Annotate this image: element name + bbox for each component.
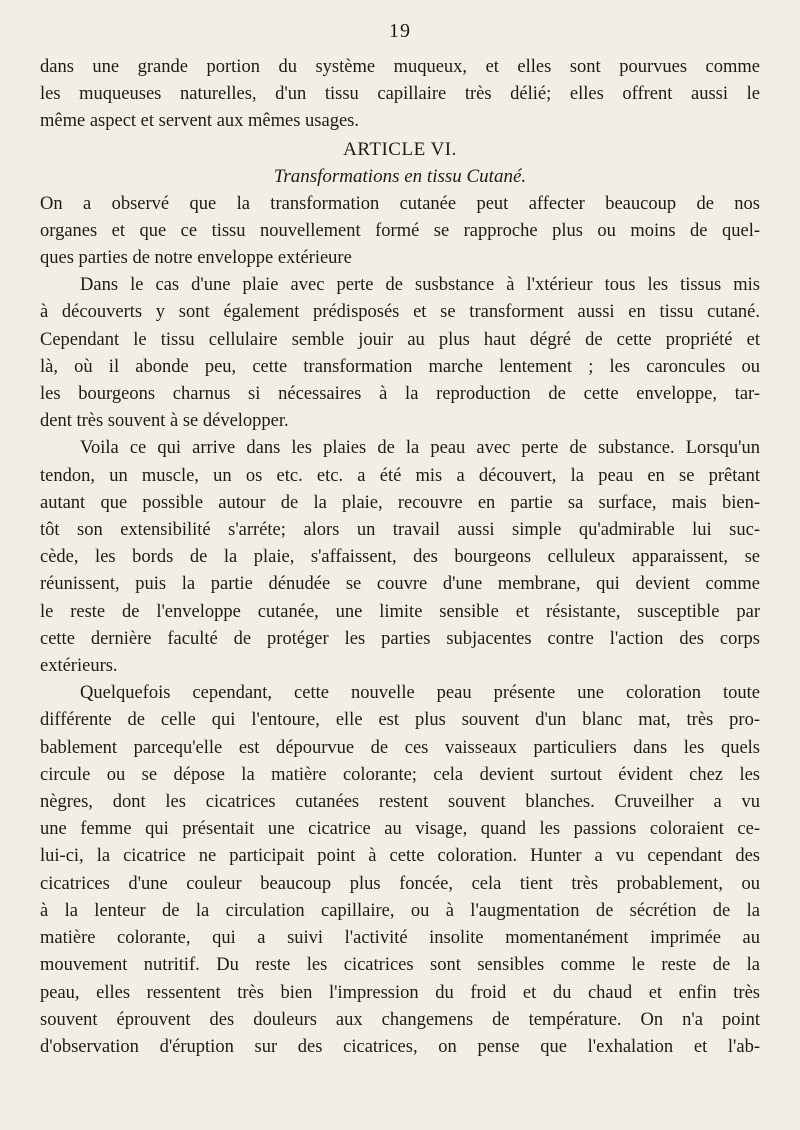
page-number: 19 bbox=[389, 20, 411, 42]
text-line: différente de celle qui l'entoure, elle est plus souvent d'un blanc mat, très pro- bbox=[40, 710, 760, 731]
text-line: dent très souvent à se développer. bbox=[40, 411, 289, 432]
text-body bbox=[40, 54, 760, 1061]
paragraph-1 bbox=[40, 191, 760, 273]
text-line: mouvement nutritif. Du reste les cicatrices sont sensibles comme le reste de la bbox=[40, 955, 760, 976]
text-line: ques parties de notre enveloppe extérieure bbox=[40, 248, 352, 269]
text-line: à la lenteur de la circulation capillaire, ou à l'augmentation de sécrétion de la bbox=[40, 900, 760, 921]
text-line: Quelquefois cependant, cette nouvelle peau présente une coloration toute bbox=[80, 683, 760, 704]
text-line: autant que possible autour de la plaie, recouvre en partie sa surface, mais bien- bbox=[40, 492, 760, 513]
text-line: le reste de l'enveloppe cutanée, une limite sensible et résistante, susceptible par bbox=[40, 601, 760, 622]
text-line: d'observation d'éruption sur des cicatrices, on pense que l'exhalation et l'ab- bbox=[40, 1036, 760, 1057]
text-line: bablement parcequ'elle est dépourvue de ces vaisseaux particuliers dans les quels bbox=[40, 737, 760, 758]
text-line: cette dernière faculté de protéger les parties subjacentes contre l'action des corps bbox=[40, 628, 760, 649]
text-line: circule ou se dépose la matière colorante; cela devient surtout évident chez les bbox=[40, 764, 760, 785]
text-line: à découverts y sont également prédisposés et se transforment aussi en tissu cutané. bbox=[40, 302, 760, 323]
text-line: Voila ce qui arrive dans les plaies de la peau avec perte de substance. Lorsqu'un bbox=[80, 438, 760, 459]
text-line: là, où il abonde peu, cette transformation marche lentement ; les caroncules ou bbox=[40, 356, 760, 377]
text-line: nègres, dont les cicatrices cutanées restent souvent blanches. Cruveilher a vu bbox=[40, 792, 760, 813]
text-line: les muqueuses naturelles, d'un tissu capillaire très délié; elles offrent aussi le bbox=[40, 84, 760, 105]
text-line: extérieurs. bbox=[40, 656, 118, 677]
text-line: cicatrices d'une couleur beaucoup plus foncée, cela tient très probablement, ou bbox=[40, 873, 760, 894]
text-line: Cependant le tissu cellulaire semble jouir au plus haut dégré de cette propriété et bbox=[40, 329, 760, 350]
text-line: dans une grande portion du système muqueux, et elles sont pourvues comme bbox=[40, 57, 760, 77]
text-line: matière colorante, qui a suivi l'activité insolite momentanément imprimée au bbox=[40, 928, 760, 949]
article-heading: ARTICLE VI. bbox=[343, 138, 457, 160]
paragraph-2 bbox=[40, 272, 760, 435]
text-line: peau, elles ressentent très bien l'impression du froid et du chaud et enfin très bbox=[40, 982, 760, 1003]
paragraph-4 bbox=[40, 680, 760, 1061]
paragraph-3 bbox=[40, 435, 760, 680]
text-line: même aspect et servent aux mêmes usages. bbox=[40, 111, 360, 132]
text-line: cède, les bords de la plaie, s'affaissent, des bourgeons celluleux apparaissent, se bbox=[40, 547, 760, 568]
text-line: réunissent, puis la partie dénudée se couvre d'une membrane, qui devient comme bbox=[40, 574, 760, 595]
text-line: souvent éprouvent des douleurs aux changemens de température. On n'a point bbox=[40, 1009, 760, 1030]
text-line: organes et que ce tissu nouvellement formé se rapproche plus ou moins de quel- bbox=[40, 220, 760, 241]
text-line: lui-ci, la cicatrice ne participait point à cette coloration. Hunter a vu cependant des bbox=[40, 846, 760, 867]
text-line: les bourgeons charnus si nécessaires à la reproduction de cette enveloppe, tar- bbox=[40, 384, 760, 405]
text-line: Dans le cas d'une plaie avec perte de susbstance à l'xtérieur tous les tissus mis bbox=[80, 275, 760, 296]
article-subheading: Transformations en tissu Cutané. bbox=[273, 165, 527, 187]
text-line: tôt son extensibilité s'arréte; alors un travail aussi simple qu'admirable lui suc- bbox=[40, 520, 760, 541]
text-line: tendon, un muscle, un os etc. etc. a été mis a découvert, la peau en se prêtant bbox=[40, 465, 760, 486]
paragraph-intro bbox=[40, 54, 760, 136]
text-line: On a observé que la transformation cutanée peut affecter beaucoup de nos bbox=[40, 193, 760, 214]
text-line: une femme qui présentait une cicatrice au visage, quand les passions coloraient ce- bbox=[40, 819, 760, 840]
